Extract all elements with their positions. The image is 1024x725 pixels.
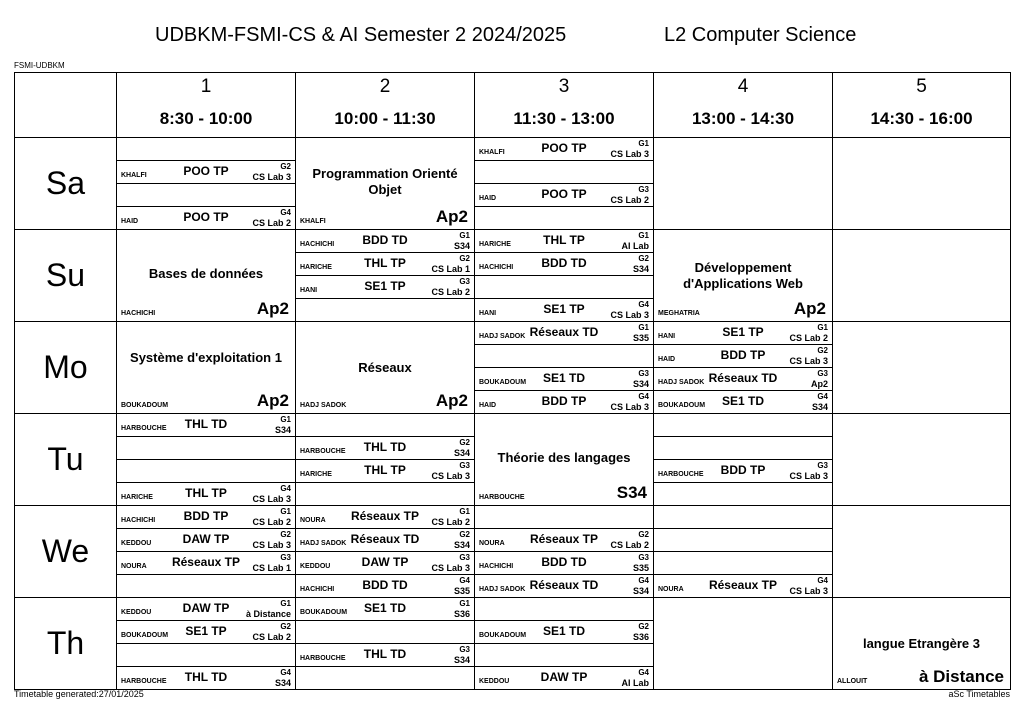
session-card (117, 506, 295, 528)
subject: Réseaux TP (708, 578, 778, 592)
teacher: KEDDOU (300, 563, 331, 570)
group: G3 (459, 277, 470, 286)
software-credit: aSc Timetables (948, 689, 1010, 699)
subject: SE1 TD (363, 601, 406, 615)
room: S36 (453, 609, 470, 619)
teacher: HADJ SADOK (479, 333, 526, 340)
teacher: HAID (121, 218, 139, 225)
day-label: Su (15, 230, 117, 322)
room: Ap2 (256, 299, 289, 318)
subject: DAW TP (182, 601, 230, 615)
group: G3 (459, 553, 470, 562)
subject: POO TP (183, 164, 229, 178)
timetable-title: UDBKM-FSMI-CS & AI Semester 2 2024/2025 (155, 24, 567, 46)
subject: SE1 TD (542, 371, 585, 385)
group: G4 (280, 208, 291, 217)
teacher: HACHICHI (300, 586, 335, 593)
teacher: KEDDOU (121, 540, 152, 547)
group: G1 (280, 599, 291, 608)
room: AI Lab (621, 241, 649, 251)
room: CS Lab 2 (431, 517, 470, 527)
group: G3 (638, 185, 649, 194)
period-time: 13:00 - 14:30 (654, 101, 833, 138)
room: CS Lab 1 (431, 264, 470, 274)
generated-date: Timetable generated:27/01/2025 (14, 689, 144, 699)
teacher: BOUKADOUM (121, 632, 169, 639)
session-card (475, 184, 653, 206)
session-card (296, 506, 474, 528)
group: G1 (280, 507, 291, 516)
room: CS Lab 3 (789, 356, 828, 366)
teacher: HARBOUCHE (121, 678, 167, 685)
room: à Distance (918, 667, 1004, 686)
subject: Réseaux TP (350, 509, 420, 523)
group: G3 (459, 645, 470, 654)
group: G2 (280, 530, 291, 539)
group: G4 (459, 576, 470, 585)
session-card (654, 230, 832, 321)
subject: Réseaux TD (350, 532, 420, 546)
room: CS Lab 2 (431, 287, 470, 297)
room: S35 (453, 586, 470, 596)
room: AI Lab (621, 678, 649, 688)
room: CS Lab 3 (252, 494, 291, 504)
session-card (296, 230, 474, 252)
session-card (475, 529, 653, 551)
period-time: 11:30 - 13:00 (475, 101, 654, 138)
room: CS Lab 2 (252, 517, 291, 527)
session-card (296, 598, 474, 620)
room: CS Lab 2 (610, 540, 649, 550)
subject: SE1 TD (721, 394, 764, 408)
session-card (117, 207, 295, 229)
teacher: NOURA (300, 517, 326, 524)
teacher: HARBOUCHE (300, 655, 346, 662)
group: G1 (638, 139, 649, 148)
session-card (475, 414, 653, 505)
room: S35 (632, 333, 649, 343)
room: S34 (274, 678, 291, 688)
teacher: HANI (300, 287, 318, 294)
group: G1 (638, 323, 649, 332)
teacher: BOUKADOUM (300, 609, 348, 616)
room: S34 (453, 540, 470, 550)
teacher: KEDDOU (121, 609, 152, 616)
room: S36 (632, 632, 649, 642)
session-card (117, 667, 295, 689)
session-card (296, 437, 474, 459)
session-card (654, 391, 832, 413)
teacher: HARBOUCHE (479, 494, 525, 501)
subject: THL TD (184, 670, 228, 684)
subject: THL TD (363, 647, 407, 661)
teacher: ALLOUIT (837, 678, 868, 685)
group: G3 (638, 369, 649, 378)
teacher: NOURA (121, 563, 147, 570)
session-card (654, 345, 832, 367)
teacher: MEGHATRIA (658, 310, 700, 317)
room: CS Lab 3 (610, 402, 649, 412)
session-card (475, 253, 653, 275)
group: G2 (459, 530, 470, 539)
group: G2 (459, 254, 470, 263)
subject: POO TP (541, 141, 587, 155)
subject: Réseaux (358, 360, 412, 375)
session-card (475, 621, 653, 643)
subject: DAW TP (182, 532, 230, 546)
session-card (117, 552, 295, 574)
session-card (296, 276, 474, 298)
room: S34 (632, 586, 649, 596)
teacher: HARICHE (121, 494, 153, 501)
group: G4 (638, 392, 649, 401)
session-card (475, 552, 653, 574)
room: S34 (453, 655, 470, 665)
session-card (654, 368, 832, 390)
subject: Système d'exploitation 1 (130, 350, 282, 365)
teacher: KHALFI (300, 218, 326, 225)
group: G1 (817, 323, 828, 332)
group: G4 (280, 668, 291, 677)
session-card (475, 138, 653, 160)
teacher: HADJ SADOK (658, 379, 705, 386)
session-card (475, 368, 653, 390)
teacher: HACHICHI (479, 563, 514, 570)
session-card (296, 552, 474, 574)
room: S35 (632, 563, 649, 573)
subject: DAW TP (361, 555, 409, 569)
session-card (296, 322, 474, 413)
subject: DAW TP (540, 670, 588, 684)
session-card (117, 529, 295, 551)
subject: Réseaux TD (529, 325, 599, 339)
subject: BDD TP (541, 394, 587, 408)
period-number: 3 (475, 73, 654, 102)
room: CS Lab 3 (610, 310, 649, 320)
subject: POO TP (541, 187, 587, 201)
teacher: HACHICHI (121, 517, 156, 524)
subject: THL TP (364, 256, 406, 270)
room: CS Lab 2 (789, 333, 828, 343)
session-card (296, 460, 474, 482)
session-card (296, 138, 474, 229)
teacher: HARICHE (300, 471, 332, 478)
session-card (475, 391, 653, 413)
room: CS Lab 1 (252, 563, 291, 573)
teacher: HAID (479, 195, 497, 202)
period-number: 4 (654, 73, 833, 102)
subject: Développement d'Applications Web (683, 260, 803, 291)
timetable-grid (14, 72, 1011, 690)
teacher: HACHICHI (479, 264, 514, 271)
group: G4 (638, 300, 649, 309)
teacher: HARBOUCHE (658, 471, 704, 478)
subject: SE1 TD (542, 624, 585, 638)
teacher: NOURA (479, 540, 505, 547)
subject: THL TP (364, 463, 406, 477)
teacher: HADJ SADOK (300, 402, 347, 409)
session-card (117, 414, 295, 436)
session-card (475, 667, 653, 689)
room: Ap2 (435, 207, 468, 226)
period-time: 8:30 - 10:00 (117, 101, 296, 138)
subject: BDD TD (362, 233, 408, 247)
session-card (117, 322, 295, 413)
session-card (296, 253, 474, 275)
session-card (475, 575, 653, 597)
day-label: Sa (15, 138, 117, 230)
group: G1 (638, 231, 649, 240)
group: G2 (638, 530, 649, 539)
teacher: HARICHE (479, 241, 511, 248)
teacher: KEDDOU (479, 678, 510, 685)
teacher: HARICHE (300, 264, 332, 271)
session-card (296, 529, 474, 551)
session-card (833, 598, 1010, 689)
subject: Bases de données (148, 266, 264, 281)
subject: SE1 TP (722, 325, 764, 339)
teacher: BOUKADOUM (121, 402, 169, 409)
session-card (475, 322, 653, 344)
day-label: Th (15, 598, 117, 690)
teacher: BOUKADOUM (479, 379, 527, 386)
room: Ap2 (256, 391, 289, 410)
teacher: HACHICHI (300, 241, 335, 248)
teacher: NOURA (658, 586, 684, 593)
subject: BDD TP (183, 509, 229, 523)
group: G1 (280, 415, 291, 424)
teacher: KHALFI (479, 149, 505, 156)
group: G2 (459, 438, 470, 447)
subject: THL TD (363, 440, 407, 454)
subject: SE1 TP (543, 302, 585, 316)
room: à Distance (245, 609, 291, 619)
subject: BDD TD (541, 256, 587, 270)
session-card (654, 322, 832, 344)
teacher: HANI (479, 310, 497, 317)
group: G4 (638, 576, 649, 585)
period-time: 10:00 - 11:30 (296, 101, 475, 138)
room: Ap2 (810, 379, 828, 389)
session-card (296, 644, 474, 666)
room: CS Lab 3 (789, 586, 828, 596)
subject: langue Etrangère 3 (862, 636, 981, 651)
session-card (475, 299, 653, 321)
group: G3 (817, 369, 828, 378)
school-label: FSMI-UDBKM (14, 61, 65, 70)
period-time: 14:30 - 16:00 (833, 101, 1011, 138)
room: CS Lab 3 (789, 471, 828, 481)
day-label: Tu (15, 414, 117, 506)
teacher: HARBOUCHE (300, 448, 346, 455)
subject: POO TP (183, 210, 229, 224)
period-number: 2 (296, 73, 475, 102)
teacher: HACHICHI (121, 310, 156, 317)
period-number: 1 (117, 73, 296, 102)
group: G1 (459, 599, 470, 608)
room: CS Lab 2 (252, 632, 291, 642)
teacher: BOUKADOUM (658, 402, 706, 409)
subject: SE1 TP (185, 624, 227, 638)
group: G4 (817, 392, 828, 401)
subject: BDD TD (541, 555, 587, 569)
session-card (117, 230, 295, 321)
group: G2 (280, 162, 291, 171)
group: G3 (459, 461, 470, 470)
room: Ap2 (435, 391, 468, 410)
subject: Programmation Orienté Objet (312, 166, 458, 197)
session-card (654, 460, 832, 482)
day-label: We (15, 506, 117, 598)
room: S34 (453, 241, 470, 251)
group: G3 (280, 553, 291, 562)
session-card (117, 161, 295, 183)
group: G1 (459, 507, 470, 516)
subject: Réseaux TD (529, 578, 599, 592)
subject: BDD TP (720, 348, 766, 362)
period-number: 5 (833, 73, 1011, 102)
room: CS Lab 2 (252, 218, 291, 228)
session-card (117, 598, 295, 620)
session-card (117, 621, 295, 643)
room: S34 (616, 483, 647, 502)
subject: THL TD (184, 417, 228, 431)
teacher: HAID (479, 402, 497, 409)
subject: Réseaux TP (529, 532, 599, 546)
room: S34 (453, 448, 470, 458)
session-card (654, 575, 832, 597)
teacher: HAID (658, 356, 676, 363)
teacher: HANI (658, 333, 676, 340)
teacher: HADJ SADOK (479, 586, 526, 593)
group: G4 (280, 484, 291, 493)
group: G3 (817, 461, 828, 470)
group: G2 (817, 346, 828, 355)
group: G1 (459, 231, 470, 240)
subject: Réseaux TD (708, 371, 778, 385)
room: CS Lab 3 (252, 172, 291, 182)
group: G2 (280, 622, 291, 631)
subject: SE1 TP (364, 279, 406, 293)
teacher: KHALFI (121, 172, 147, 179)
group: G2 (638, 254, 649, 263)
group: G4 (817, 576, 828, 585)
room: S34 (632, 379, 649, 389)
subject: Réseaux TP (171, 555, 241, 569)
subject: THL TP (185, 486, 227, 500)
session-card (117, 483, 295, 505)
room: S34 (811, 402, 828, 412)
room: S34 (274, 425, 291, 435)
teacher: HADJ SADOK (300, 540, 347, 547)
session-card (296, 575, 474, 597)
room: CS Lab 3 (431, 471, 470, 481)
subject: BDD TP (720, 463, 766, 477)
subject: THL TP (543, 233, 585, 247)
group: G3 (638, 553, 649, 562)
room: S34 (632, 264, 649, 274)
room: Ap2 (793, 299, 826, 318)
group: G2 (638, 622, 649, 631)
session-card (475, 230, 653, 252)
room: CS Lab 2 (610, 195, 649, 205)
teacher: HARBOUCHE (121, 425, 167, 432)
group: G4 (638, 668, 649, 677)
teacher: BOUKADOUM (479, 632, 527, 639)
room: CS Lab 3 (610, 149, 649, 159)
subject: BDD TD (362, 578, 408, 592)
class-name: L2 Computer Science (664, 24, 857, 46)
day-label: Mo (15, 322, 117, 414)
subject: Théorie des langages (497, 450, 631, 465)
corner-cell (15, 73, 117, 138)
room: CS Lab 3 (431, 563, 470, 573)
room: CS Lab 3 (252, 540, 291, 550)
